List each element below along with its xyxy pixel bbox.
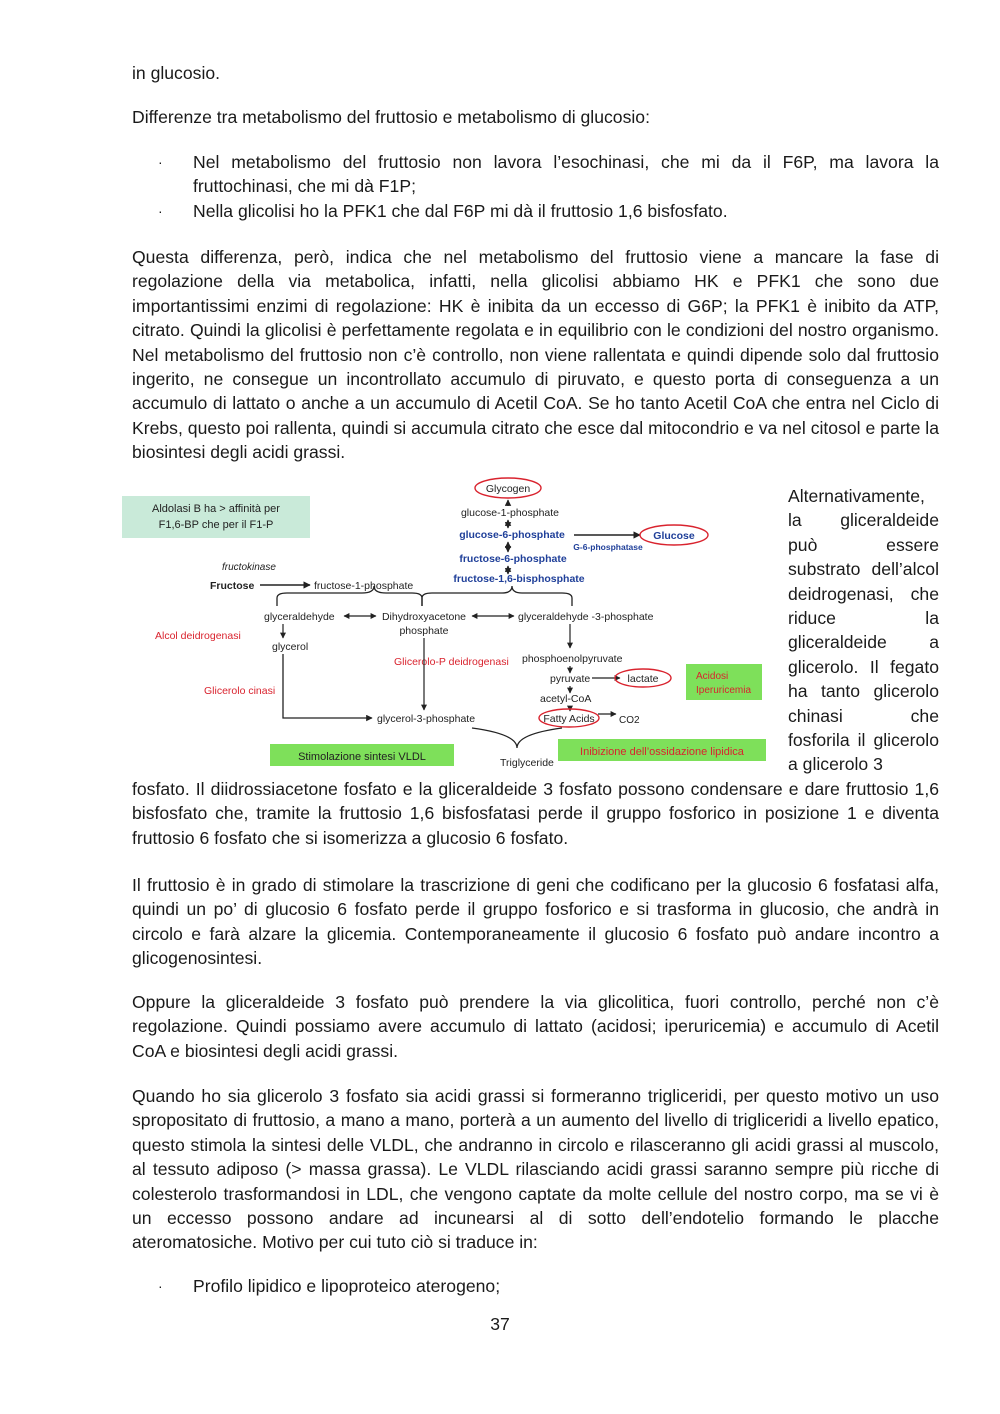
- split-bracket: [422, 586, 572, 606]
- dhap-label-2: phosphate: [399, 625, 449, 637]
- gap-label: glyceraldehyde -3-phosphate: [518, 611, 654, 623]
- alcol-dh-label: Alcol deidrogenasi: [155, 630, 241, 642]
- glycerol-label: glycerol: [272, 641, 309, 653]
- list-item: [132, 199, 939, 223]
- bullet-marker: ·: [158, 154, 163, 170]
- list-item: [132, 1274, 939, 1298]
- inibizione-label: Inibizione dell’ossidazione lipidica: [580, 746, 744, 758]
- paragraph-1: Questa differenza, però, indica che nel metabolismo del fruttosio viene a mancare la fase di regolazione della via metabolica, infatti, nella glicolisi abbiamo HK e PFK1 che sono due importantissimi enzimi di regolazione: HK è inibita da un eccesso di G6P; la PFK1 è inibito da ATP, citrato. Quindi la glicolisi è perfettamente regolata e in equilibrio con le condizioni del nostro organismo. Nel metabolismo del fruttosio non c’è controllo, non viene rallentata e quindi dipende solo dal fruttosio ingerito, ne consegue un incontrollato accumulo di piruvato, e questo porta di conseguenza a un accumulo di lattato o anche a un accumulo di Acetil CoA. Se ho tanto Acetil CoA che entra nel Ciclo di Krebs, questo poi rallenta, quindi si accumula citrato che esce dal mitocondrio e va nel citosol e parte la biosintesi degli acidi grassi.: [132, 247, 939, 463]
- page-number: 37: [490, 1314, 510, 1334]
- glicerolo-cinasi-label: Glicerolo cinasi: [204, 685, 276, 697]
- glicerolo-p-dh-label: Glicerolo-P deidrogenasi: [394, 656, 509, 668]
- fatty-acids-label: Fatty Acids: [543, 713, 595, 725]
- bullet-marker: ·: [158, 202, 163, 219]
- lactate-label: lactate: [627, 673, 659, 685]
- paragraph-3: Il fruttosio è in grado di stimolare la trascrizione di geni che codificano per la glucosio 6 fosfatasi alfa, quindi un po’ di glucosio 6 fosfato perde il gruppo fosforico e si trasforma in glucosio, che andrà in circolo e farà alzare la glicemia. Contemporaneamente il glucosio 6 fosfato può andare incontro a glicogenosintesi.: [132, 875, 939, 969]
- bullet-list: [132, 150, 939, 223]
- g3p-label: glycerol-3-phosphate: [377, 713, 476, 725]
- f6p-label: fructose-6-phosphate: [459, 553, 567, 565]
- bullet-marker: ·: [158, 1278, 163, 1294]
- glucose-label: Glucose: [653, 530, 695, 542]
- list-item-text: Profilo lipidico e lipoproteico aterogeno;: [193, 1276, 501, 1296]
- paragraph-4: Oppure la gliceraldeide 3 fosfato può prendere la via glicolitica, fuori controllo, perché non c’è regolazione. Quindi possiamo avere accumulo di lattato (acidosi; iperuricemia) e accumulo di Acetil CoA e biosintesi degli acidi grassi.: [132, 992, 939, 1061]
- pep-label: phosphoenolpyruvate: [522, 653, 623, 665]
- g6pase-label: G-6-phosphatase: [573, 542, 643, 552]
- note-box-line-1: Aldolasi B ha > affinità per: [152, 503, 280, 515]
- bullet-list-final: [132, 1274, 939, 1298]
- acidosi-label-1: Acidosi: [696, 671, 729, 682]
- merge-bracket: [472, 728, 562, 748]
- f1p-label: fructose-1-phosphate: [314, 580, 414, 592]
- note-box-line-2: F1,6-BP che per il F1-P: [158, 519, 274, 531]
- side-text: Alternativamente, la gliceraldeide può essere substrato dell’alcol deidrogenasi, che riduce la gliceraldeide a glicerolo. Il fegato ha tanto glicerolo chinasi che fosforila il glicerolo a glicerolo 3: [788, 486, 939, 775]
- glycogen-label: Glycogen: [485, 483, 531, 495]
- list-item-text: Nella glicolisi ho la PFK1 che dal F6P mi dà il fruttosio 1,6 bisfosfato.: [193, 200, 728, 221]
- intro-line: in glucosio.: [132, 63, 221, 83]
- fructose-label: Fructose: [210, 580, 255, 592]
- f16bp-label: fructose-1,6-bisphosphate: [453, 573, 585, 585]
- g1p-label: glucose-1-phosphate: [460, 507, 560, 519]
- glyceraldehyde-label: glyceraldehyde: [264, 611, 335, 623]
- paragraph-5: Quando ho sia glicerolo 3 fosfato sia acidi grassi si formeranno trigliceridi, per questo motivo un uso spropositato di fruttosio, a mano a mano, porterà a un aumento del livello di trigliceridi a livello epatico, questo stimola la sintesi delle VLDL, che andranno in circolo e rilasceranno gli acidi grassi al muscolo, al tessuto adiposo (> massa grassa). Le VLDL rilasciando acidi grassi saranno sempre più ricche di colesterolo trasformandosi in LDL, che vengono captate da molte cellule del nostro corpo, ma se vi è un eccesso possono andare ad incunearsi al di sotto dell’endotelio formando le placche ateromatosiche. Motivo per cui tuto ciò si traduce in:: [132, 1086, 939, 1253]
- arrow: [283, 654, 372, 718]
- fructose-metabolism-diagram: [122, 476, 774, 774]
- vldl-label: Stimolazione sintesi VLDL: [298, 751, 426, 763]
- section-heading: Differenze tra metabolismo del fruttosio e metabolismo di glucosio:: [132, 107, 650, 127]
- dhap-label-1: Dihydroxyacetone: [381, 611, 467, 623]
- triglyceride-label: Triglyceride: [500, 757, 554, 769]
- acidosi-label-2: Iperuricemia: [696, 685, 752, 696]
- co2-label: CO2: [619, 715, 640, 726]
- paragraph-2: fosfato. Il diidrossiacetone fosfato e la gliceraldeide 3 fosfato possono condensare e dare fruttosio 1,6 bisfosfato che, tramite la fruttosio 1,6 bisfosfatasi perde il gruppo fosforico in posizione 1 e diventa fruttosio 6 fosfato che si isomerizza a glucosio 6 fosfato.: [132, 779, 939, 848]
- acetyl-coa-label: acetyl-CoA: [540, 693, 592, 705]
- fructokinase-label: fructokinase: [222, 562, 276, 573]
- list-item-text: Nel metabolismo del fruttosio non lavora l’esochinasi, che mi da il F6P, ma lavora la fruttochinasi, che mi dà F1P;: [193, 152, 939, 197]
- list-item: [132, 150, 939, 199]
- pyruvate-label: pyruvate: [550, 673, 591, 685]
- g6p-label: glucose-6-phosphate: [459, 529, 565, 541]
